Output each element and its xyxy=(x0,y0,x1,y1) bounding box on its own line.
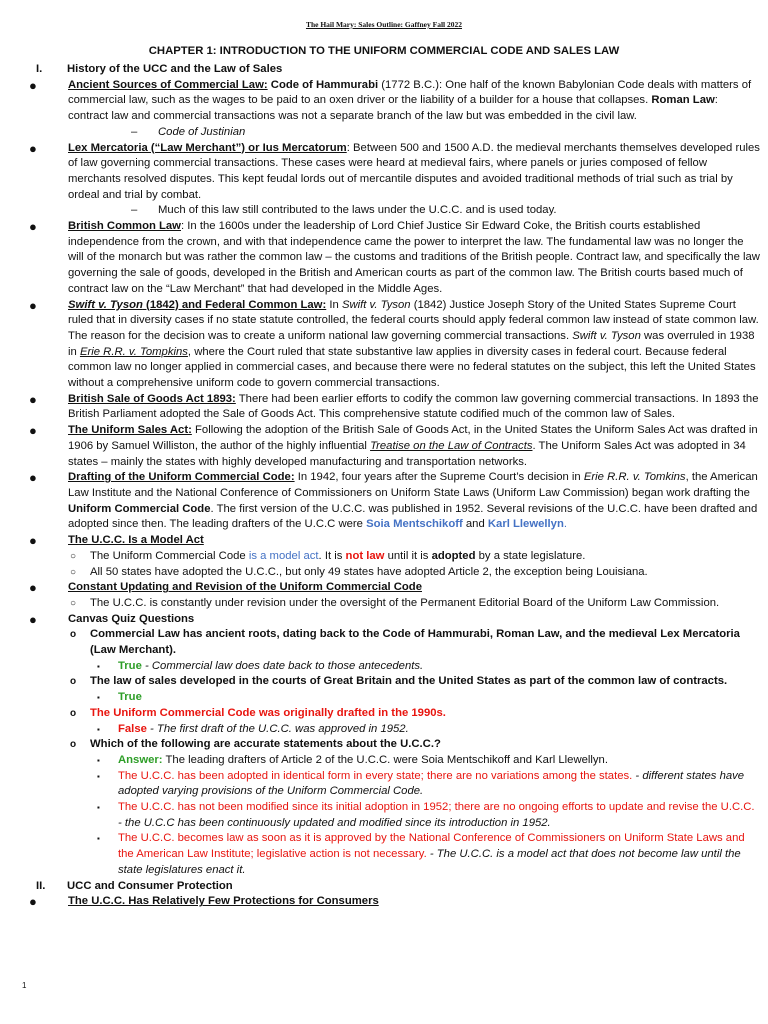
quiz-question: o The Uniform Commercial Code was originally drafted in the 1990s. xyxy=(20,706,760,722)
section-title: History of the UCC and the Law of Sales xyxy=(67,63,283,75)
square-marker: ▪ xyxy=(97,755,100,765)
outline-item-quiz xyxy=(20,612,760,628)
item-heading: Constant Updating and Revision of the Uniform Commercial Code xyxy=(68,581,422,594)
bullet-marker: ● xyxy=(29,611,37,627)
bullet-marker: ● xyxy=(29,580,37,596)
square-marker: ▪ xyxy=(97,803,100,813)
outline-body xyxy=(20,62,760,910)
sub-item: – Code of Justinian xyxy=(20,125,760,141)
item-heading: The U.C.C. Is a Model Act xyxy=(68,534,204,547)
quiz-answer: ▪ Answer: The leading drafters of Article 2 of the U.C.C. were Soia Mentschikoff and Karl Llewellyn. xyxy=(20,753,760,769)
quiz-option: ▪ The U.C.C. becomes law as soon as it is approved by the National Conference of Commissioners on Uniform State Laws and the American Law Institute; legislative action is not necessary. - The U.C.C. is a model act that does not become law until the state legislatures enact it. xyxy=(97,832,745,876)
quiz-question: o The law of sales developed in the courts of Great Britain and the United States as part of the common law of contracts. xyxy=(20,674,760,690)
quiz-question: o Commercial Law has ancient roots, dating back to the Code of Hammurabi, Roman Law, and the medieval Lex Mercatoria (Law Merchant). xyxy=(70,628,740,657)
quiz-answer: ▪ False - The first draft of the U.C.C. was approved in 1952. xyxy=(20,722,760,738)
bullet-marker: ● xyxy=(29,533,37,549)
section-number: II. xyxy=(36,879,46,892)
section-number: I. xyxy=(36,63,43,75)
bullet-marker: ● xyxy=(29,391,37,407)
bullet-marker: ● xyxy=(29,297,37,313)
item-heading: Drafting of the Uniform Commercial Code: xyxy=(68,471,295,484)
bullet-marker: ● xyxy=(29,77,37,93)
item-heading: The Uniform Sales Act: xyxy=(68,424,192,437)
circle-marker: ○ xyxy=(70,566,77,578)
sub-item: ○ All 50 states have adopted the U.C.C., but only 49 states have adopted Article 2, the exception being Louisiana. xyxy=(20,565,760,581)
dash-marker: – xyxy=(131,125,138,138)
sub-item: ○ The Uniform Commercial Code is a model act. It is not law until it is adopted by a state legislature. xyxy=(20,549,760,565)
outline-item-model-act xyxy=(20,533,760,549)
section-title: UCC and Consumer Protection xyxy=(67,879,233,892)
dash-marker: – xyxy=(131,204,138,217)
page-number: 1 xyxy=(22,981,27,990)
sub-item: – Much of this law still contributed to the laws under the U.C.C. and is used today. xyxy=(20,203,760,219)
outline-item-sale-of-goods-act: ● British Sale of Goods Act 1893: There had been earlier efforts to codify the common law governing commercial transactions. In 1893 the British Parliament adopted the Sale of Goods Act. This comprehensive statute codified much of the common law of Sales. xyxy=(29,391,759,421)
square-marker: ▪ xyxy=(97,693,100,703)
outline-item-lex-mercatoria: ● Lex Mercatoria (“Law Merchant”) or Ius Mercatorum: Between 500 and 1500 A.D. the medieval merchants themselves developed rules of law governing commercial transactions. These cases were heard at medieval fairs, where panels or juries composed of fellow merchants resolved disputes. This kept feudal lords out of mercantile disputes and avoided traditional methods of trial such as trial by ordeal and trial by combat. xyxy=(29,140,760,201)
item-heading: British Sale of Goods Act 1893: xyxy=(68,392,236,405)
chapter-title: CHAPTER 1: INTRODUCTION TO THE UNIFORM COMMERCIAL CODE AND SALES LAW xyxy=(148,45,620,57)
bullet-marker: ● xyxy=(29,423,37,439)
bullet-marker: ● xyxy=(29,470,37,486)
outline-item-british-common-law: ● British Common Law: In the 1600s under the leadership of Lord Chief Justice Sir Edward Coke, the British courts established independence from the crown, and with that independence came the power to interpret the law. The fundamental law was no longer the will of the monarch but was rather the common law – the customs and traditions of the British people. Contract law, and specifically the law governing the sale of goods, developed in the British and American courts as part of the common law. The British courts based much of contract law on the “Law Merchant” that had developed in the Middle Ages. xyxy=(29,219,760,295)
outline-item-uniform-sales-act: ● The Uniform Sales Act: Following the adoption of the British Sale of Goods Act, in the United States the Uniform Sales Act was drafted in 1906 by Samuel Williston, the author of the highly influential Treatise on the Law of Contracts. The Uniform Sales Act was adopted in 34 states – mainly the states with highly developed manufacturing and transportation networks. xyxy=(29,423,758,468)
item-heading: British Common Law xyxy=(68,220,181,233)
bullet-marker: ● xyxy=(29,894,37,910)
section-heading xyxy=(20,879,760,895)
quiz-option: ▪ The U.C.C. has not been modified since its initial adoption in 1952; there are no ongoing efforts to update and revise the U.C.C. - the U.C.C has been continuously updated and modified since its introduction in 1952. xyxy=(97,801,755,829)
circle-marker: ○ xyxy=(70,597,77,609)
circle-marker: o xyxy=(70,629,77,641)
square-marker: ▪ xyxy=(97,771,100,781)
item-heading: Swift v. Tyson xyxy=(68,298,143,311)
circle-marker: ○ xyxy=(70,550,77,562)
sub-item: ○ The U.C.C. is constantly under revision under the oversight of the Permanent Editorial Board of the Uniform Law Commission. xyxy=(20,596,760,612)
outline-item-hammurabi: ● Ancient Sources of Commercial Law: Code of Hammurabi (1772 B.C.): One half of the known Babylonian Code deals with matters of commercial law, such as the wages to be paid to an oxen driver or the liability of a builder for a house that collapses. Roman Law: contract law and commercial transactions was not a separate branch of the law but was embedded in the civil law. xyxy=(29,77,752,123)
outline-item-revision xyxy=(20,580,760,596)
circle-marker: o xyxy=(70,707,77,719)
outline-item-consumer-protections xyxy=(20,894,760,910)
quiz-question: o Which of the following are accurate statements about the U.C.C.? xyxy=(20,737,760,753)
circle-marker: o xyxy=(70,676,77,688)
item-heading: Ancient Sources of Commercial Law: xyxy=(68,78,268,91)
bullet-marker: ● xyxy=(29,219,37,235)
quiz-answer: ▪ True xyxy=(20,690,760,706)
outline-item-swift-v-tyson: ● Swift v. Tyson (1842) and Federal Common Law: In Swift v. Tyson (1842) Justice Joseph Story of the United States Supreme Court ruled that in diversity cases if no state statute controlled, the federal courts should apply federal common law instead of state common law. The reason for the decision was to create a uniform national law governing commercial transactions. Swift v. Tyson was overruled in 1938 in Erie R.R. v. Tompkins, where the Court ruled that state substantive law applies in diversity cases in federal court. Because federal common law no longer applied in commercial cases, and because there were no federal statutes on the subject, this left the United States without a comprehensive uniform code to govern commercial transactions. xyxy=(29,297,759,390)
quiz-option: ▪ The U.C.C. has been adopted in identical form in every state; there are no variations among the states. - different states have adopted varying provisions of the Uniform Commercial Code. xyxy=(97,769,745,798)
running-header: The Hail Mary: Sales Outline: Gaffney Fall 2022 xyxy=(305,20,463,29)
section-heading xyxy=(20,62,760,78)
item-heading: The U.C.C. Has Relatively Few Protections for Consumers xyxy=(68,895,379,908)
quiz-answer: ▪ True - Commercial law does date back to those antecedents. xyxy=(20,659,760,675)
square-marker: ▪ xyxy=(97,834,100,844)
bullet-marker: ● xyxy=(29,140,37,156)
circle-marker: o xyxy=(70,739,77,751)
item-heading: Lex Mercatoria (“Law Merchant”) or Ius Mercatorum xyxy=(68,141,347,154)
outline-item-drafting-ucc: ● Drafting of the Uniform Commercial Code: In 1942, four years after the Supreme Court’s decision in Erie R.R. v. Tomkins, the American Law Institute and the National Conference of Commissioners on Uniform State Laws (Uniform Law Commission) began work drafting the Uniform Commercial Code. The first version of the U.C.C. was published in 1952. Several revisions of the U.C.C. have been drafted and adopted since then. The leading drafters of the U.C.C were Soia Mentschikoff and Karl Llewellyn. xyxy=(29,470,758,531)
square-marker: ▪ xyxy=(97,661,100,671)
item-heading: Canvas Quiz Questions xyxy=(68,612,195,625)
square-marker: ▪ xyxy=(97,724,100,734)
